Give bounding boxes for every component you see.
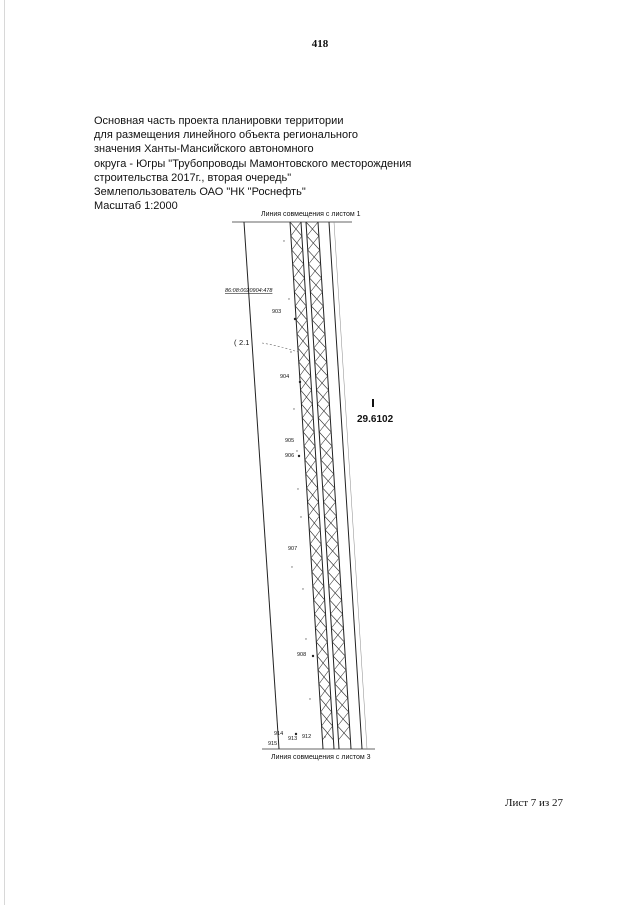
survey-tick-mark: v	[283, 238, 285, 243]
area-boundary-dashed	[262, 343, 298, 352]
hatch-line	[323, 474, 334, 488]
point-label-905: 905	[285, 438, 295, 444]
point-label-912: 912	[302, 734, 312, 740]
hatch-line	[325, 516, 336, 530]
hatch-line	[307, 222, 318, 236]
hatch-line	[314, 334, 325, 348]
hatch-line	[309, 250, 320, 264]
hatch-line	[315, 614, 325, 628]
hatch-line	[294, 278, 304, 292]
hatch-line	[327, 544, 338, 558]
survey-tick-mark: v	[309, 696, 311, 701]
survey-tick-mark: v	[300, 514, 302, 519]
sheet-number: Лист 7 из 27	[505, 797, 564, 809]
hatch-line	[320, 684, 330, 698]
point-label-903: 903	[272, 309, 282, 315]
hatch-line	[300, 362, 310, 376]
hatch-line	[331, 600, 342, 614]
hatch-line	[315, 348, 326, 362]
hatch-line	[298, 334, 308, 348]
hatch-line	[305, 446, 315, 460]
hatch-line	[301, 390, 311, 404]
hatch-line	[319, 670, 329, 684]
hatch-line	[313, 572, 323, 586]
hatch-line	[331, 614, 342, 628]
hatch-line	[304, 432, 314, 446]
hatch-line	[296, 306, 306, 320]
left-boundary-line	[244, 222, 282, 749]
hatch-line	[316, 362, 327, 376]
point-label-913: 913	[288, 736, 298, 742]
hatch-line	[291, 222, 301, 236]
hatch-line	[295, 292, 305, 306]
hatch-line	[306, 460, 316, 474]
point-label-914: 914	[274, 731, 284, 737]
title-line: строительства 2017г., вторая очередь"	[94, 171, 292, 184]
hatch-line	[308, 502, 318, 516]
hatch-line	[333, 642, 344, 656]
point-label-908: 908	[297, 652, 307, 658]
hatch-line	[311, 292, 322, 306]
survey-tick-mark: v	[290, 349, 292, 354]
point-label-906: 906	[285, 453, 295, 459]
area-marker-label: 2.1	[239, 338, 250, 347]
hatch-line	[314, 586, 324, 600]
hatch-line	[332, 628, 343, 642]
point-label-904: 904	[280, 374, 290, 380]
point-markers	[283, 238, 326, 739]
hatch-line	[312, 558, 322, 572]
hatch-line	[308, 236, 319, 250]
hatch-line	[297, 320, 307, 334]
top-match-label: Линия совмещения с листом 1	[261, 211, 361, 218]
survey-tick-mark: v	[297, 486, 299, 491]
hatch-line	[294, 264, 304, 278]
hatch-line	[338, 726, 349, 740]
bottom-match-label: Линия совмещения с листом 3	[271, 754, 371, 761]
survey-tick-mark: v	[291, 564, 293, 569]
survey-tick-mark: v	[296, 448, 298, 453]
survey-tick-mark: v	[305, 636, 307, 641]
survey-tick-mark: v	[288, 296, 290, 301]
hatch-line	[309, 516, 319, 530]
hatch-line	[324, 488, 335, 502]
hatch-line	[312, 306, 323, 320]
title-line: для размещения линейного объекта регионального	[94, 129, 358, 142]
hatch-line	[317, 642, 327, 656]
survey-tick-mark: v	[324, 734, 326, 739]
hatch-line	[301, 376, 311, 390]
hatch-line	[302, 404, 312, 418]
hatch-line	[319, 418, 330, 432]
survey-tick-mark: v	[302, 586, 304, 591]
hatch-line	[311, 544, 321, 558]
area-marker-paren: (	[234, 338, 237, 347]
title-line: округа - Югры "Трубопроводы Мамонтовского месторождения	[94, 157, 412, 170]
scale-line: Масштаб 1:2000	[94, 200, 178, 213]
hatch-line	[329, 572, 340, 586]
hatch-line	[326, 530, 337, 544]
hatch-line	[292, 236, 302, 250]
hatch-line	[318, 404, 329, 418]
hatch-line	[317, 376, 328, 390]
hatch-line	[307, 474, 317, 488]
hatch-line	[321, 446, 332, 460]
hatch-line	[328, 558, 339, 572]
contour-code-marker	[372, 399, 374, 407]
right-boundary-line-inner	[334, 222, 367, 749]
hatch-line	[316, 628, 326, 642]
point-label-907: 907	[288, 546, 298, 552]
hatch-line	[310, 264, 321, 278]
hatch-line	[321, 698, 331, 712]
hatch-line	[310, 530, 320, 544]
hatch-line	[334, 656, 345, 670]
hatch-line	[322, 460, 333, 474]
hatch-line	[310, 278, 321, 292]
hatch-line	[293, 250, 303, 264]
hatch-line	[330, 586, 341, 600]
hatch-line	[315, 600, 325, 614]
hatch-line	[303, 418, 313, 432]
hatch-line	[336, 684, 347, 698]
title-line: Основная часть проекта планировки территории	[94, 115, 344, 127]
hatch-line	[322, 712, 332, 726]
page-number: 418	[311, 38, 329, 50]
hatch-line	[337, 698, 348, 712]
contour-code: 29.6102	[357, 414, 394, 425]
hatch-line	[338, 712, 349, 726]
pipeline-corridor-right	[306, 222, 351, 749]
cadastral-number: 86:08:0020904:478	[225, 288, 273, 294]
point-label-915: 915	[268, 741, 278, 747]
land-user-line: Землепользователь ОАО "НК "Роснефть"	[94, 186, 306, 199]
hatch-line	[335, 670, 346, 684]
title-line: значения Ханты-Мансийского автономного	[94, 143, 314, 156]
hatch-line	[318, 656, 328, 670]
hatch-line	[320, 432, 331, 446]
hatch-line	[313, 320, 324, 334]
hatch-line	[299, 348, 309, 362]
survey-tick-mark: v	[293, 406, 295, 411]
hatch-line	[324, 502, 335, 516]
hatch-line	[317, 390, 328, 404]
hatch-line	[308, 488, 318, 502]
